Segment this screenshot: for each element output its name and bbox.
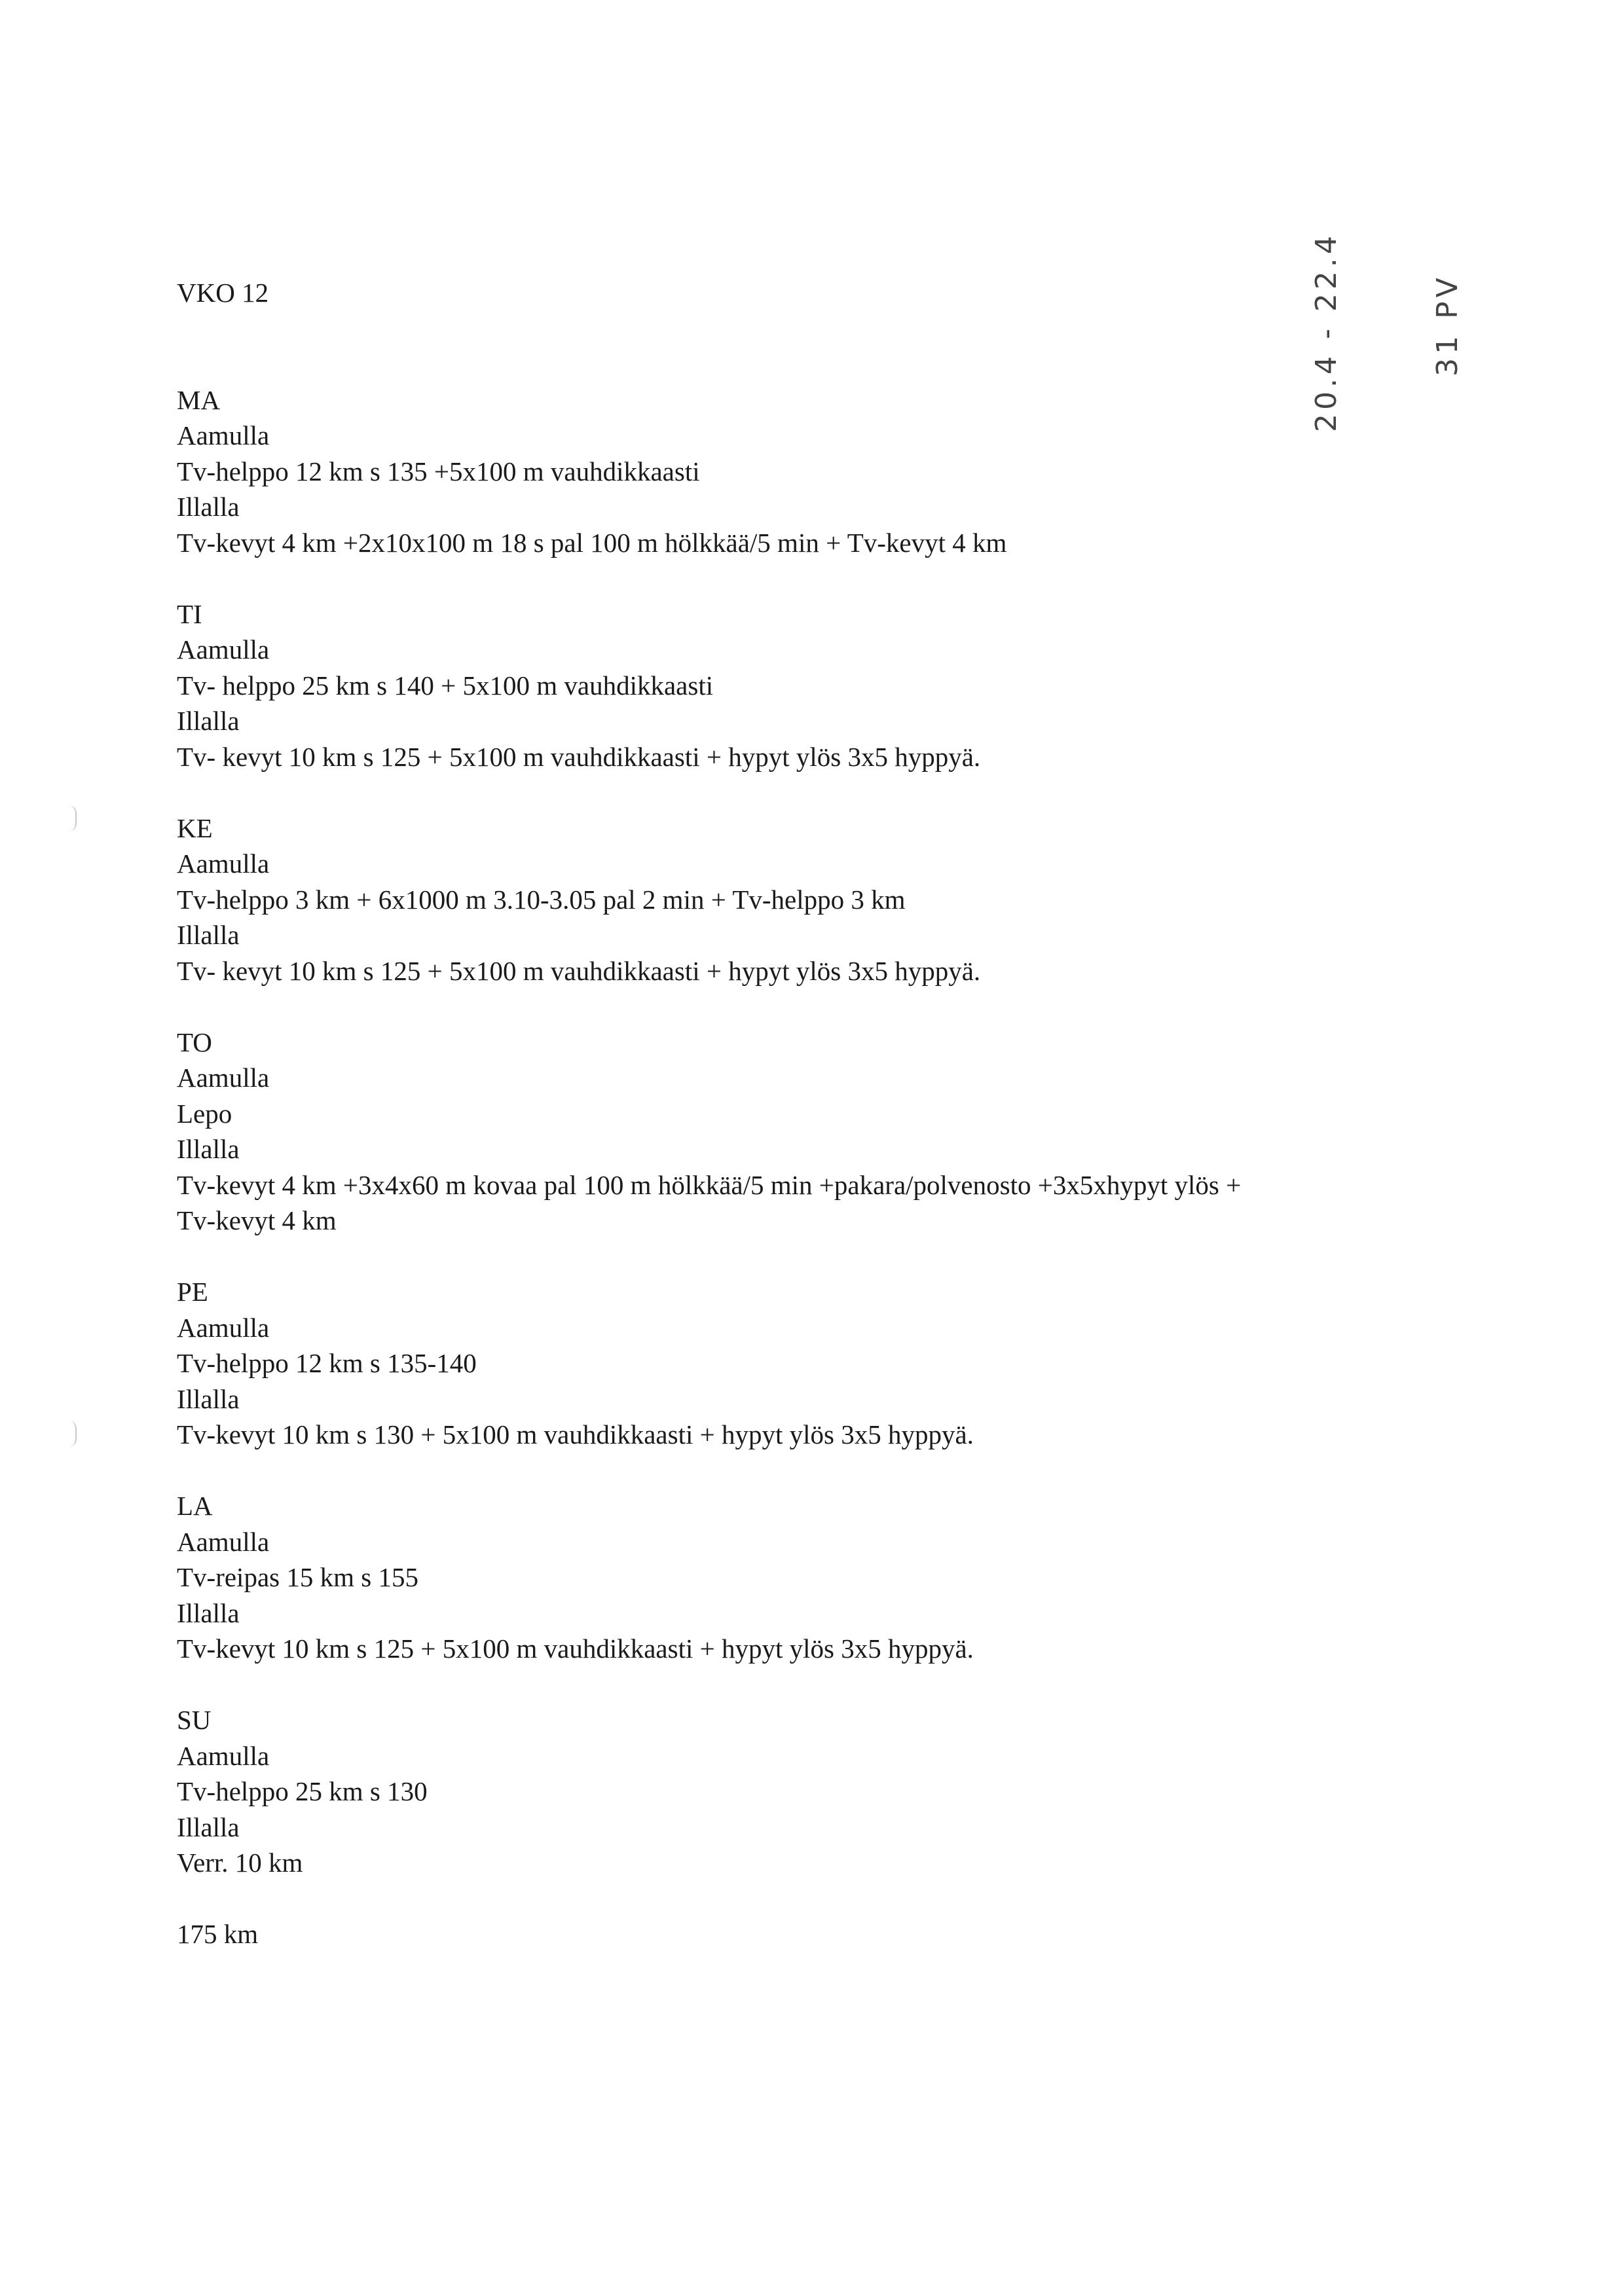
scan-artifact	[69, 805, 77, 831]
morning-label: Aamulla	[177, 1740, 270, 1771]
morning-label: Aamulla	[177, 1312, 270, 1343]
day-block-pe	[177, 1274, 1454, 1453]
evening-session: Tv-kevyt 4 km +2x10x100 m 18 s pal 100 m hölkkää/5 min + Tv-kevyt 4 km	[177, 527, 1007, 558]
morning-session: Tv- helppo 25 km s 140 + 5x100 m vauhdikkaasti	[177, 670, 714, 701]
morning-session: Lepo	[177, 1098, 232, 1129]
scan-artifact	[69, 1421, 77, 1447]
day-block-ma	[177, 382, 1454, 561]
morning-label: Aamulla	[177, 848, 270, 879]
morning-session: Tv-helppo 3 km + 6x1000 m 3.10-3.05 pal 2 min + Tv-helppo 3 km	[177, 884, 906, 915]
evening-session: Tv-kevyt 10 km s 125 + 5x100 m vauhdikkaasti + hypyt ylös 3x5 hyppyä.	[177, 1633, 974, 1664]
evening-session: Verr. 10 km	[177, 1848, 303, 1878]
day-block-to	[177, 1025, 1454, 1239]
day-heading: PE	[177, 1277, 208, 1307]
day-block-la	[177, 1488, 1454, 1667]
morning-label: Aamulla	[177, 1063, 270, 1093]
evening-label: Illalla	[177, 1812, 240, 1842]
evening-session: Tv-kevyt 4 km	[177, 1205, 337, 1235]
morning-label: Aamulla	[177, 420, 270, 450]
evening-label: Illalla	[177, 492, 240, 522]
evening-session: Tv- kevyt 10 km s 125 + 5x100 m vauhdikkaasti + hypyt ylös 3x5 hyppyä.	[177, 741, 981, 772]
morning-session: Tv-helppo 12 km s 135 +5x100 m vauhdikkaasti	[177, 456, 700, 486]
handwritten-note: 31 PV	[1431, 274, 1464, 376]
evening-session: Tv-kevyt 4 km +3x4x60 m kovaa pal 100 m hölkkää/5 min +pakara/polvenosto +3x5xhypyt ylös +	[177, 1169, 1242, 1200]
day-block-su	[177, 1702, 1454, 1881]
evening-label: Illalla	[177, 706, 240, 736]
evening-label: Illalla	[177, 1134, 240, 1164]
days-list	[177, 382, 1454, 1881]
weekly-total: 175 km	[177, 1919, 259, 1949]
evening-label: Illalla	[177, 1383, 240, 1414]
training-plan	[177, 275, 1454, 1952]
morning-label: Aamulla	[177, 634, 270, 665]
morning-label: Aamulla	[177, 1526, 270, 1557]
day-heading: SU	[177, 1705, 212, 1735]
evening-session: Tv-kevyt 10 km s 130 + 5x100 m vauhdikkaasti + hypyt ylös 3x5 hyppyä.	[177, 1419, 974, 1449]
morning-session: Tv-helppo 25 km s 130	[177, 1776, 428, 1806]
morning-session: Tv-reipas 15 km s 155	[177, 1562, 418, 1592]
evening-label: Illalla	[177, 1597, 240, 1628]
week-title: VKO 12	[177, 278, 269, 308]
day-block-ti	[177, 596, 1454, 775]
day-heading: TI	[177, 598, 202, 629]
morning-session: Tv-helppo 12 km s 135-140	[177, 1348, 477, 1378]
day-block-ke	[177, 811, 1454, 989]
evening-label: Illalla	[177, 920, 240, 950]
day-heading: MA	[177, 384, 221, 415]
day-heading: LA	[177, 1491, 213, 1521]
day-heading: KE	[177, 812, 213, 843]
day-heading: TO	[177, 1027, 212, 1057]
evening-session: Tv- kevyt 10 km s 125 + 5x100 m vauhdikkaasti + hypyt ylös 3x5 hyppyä.	[177, 955, 981, 986]
handwritten-date-range: 20.4 - 22.4	[1310, 232, 1343, 432]
